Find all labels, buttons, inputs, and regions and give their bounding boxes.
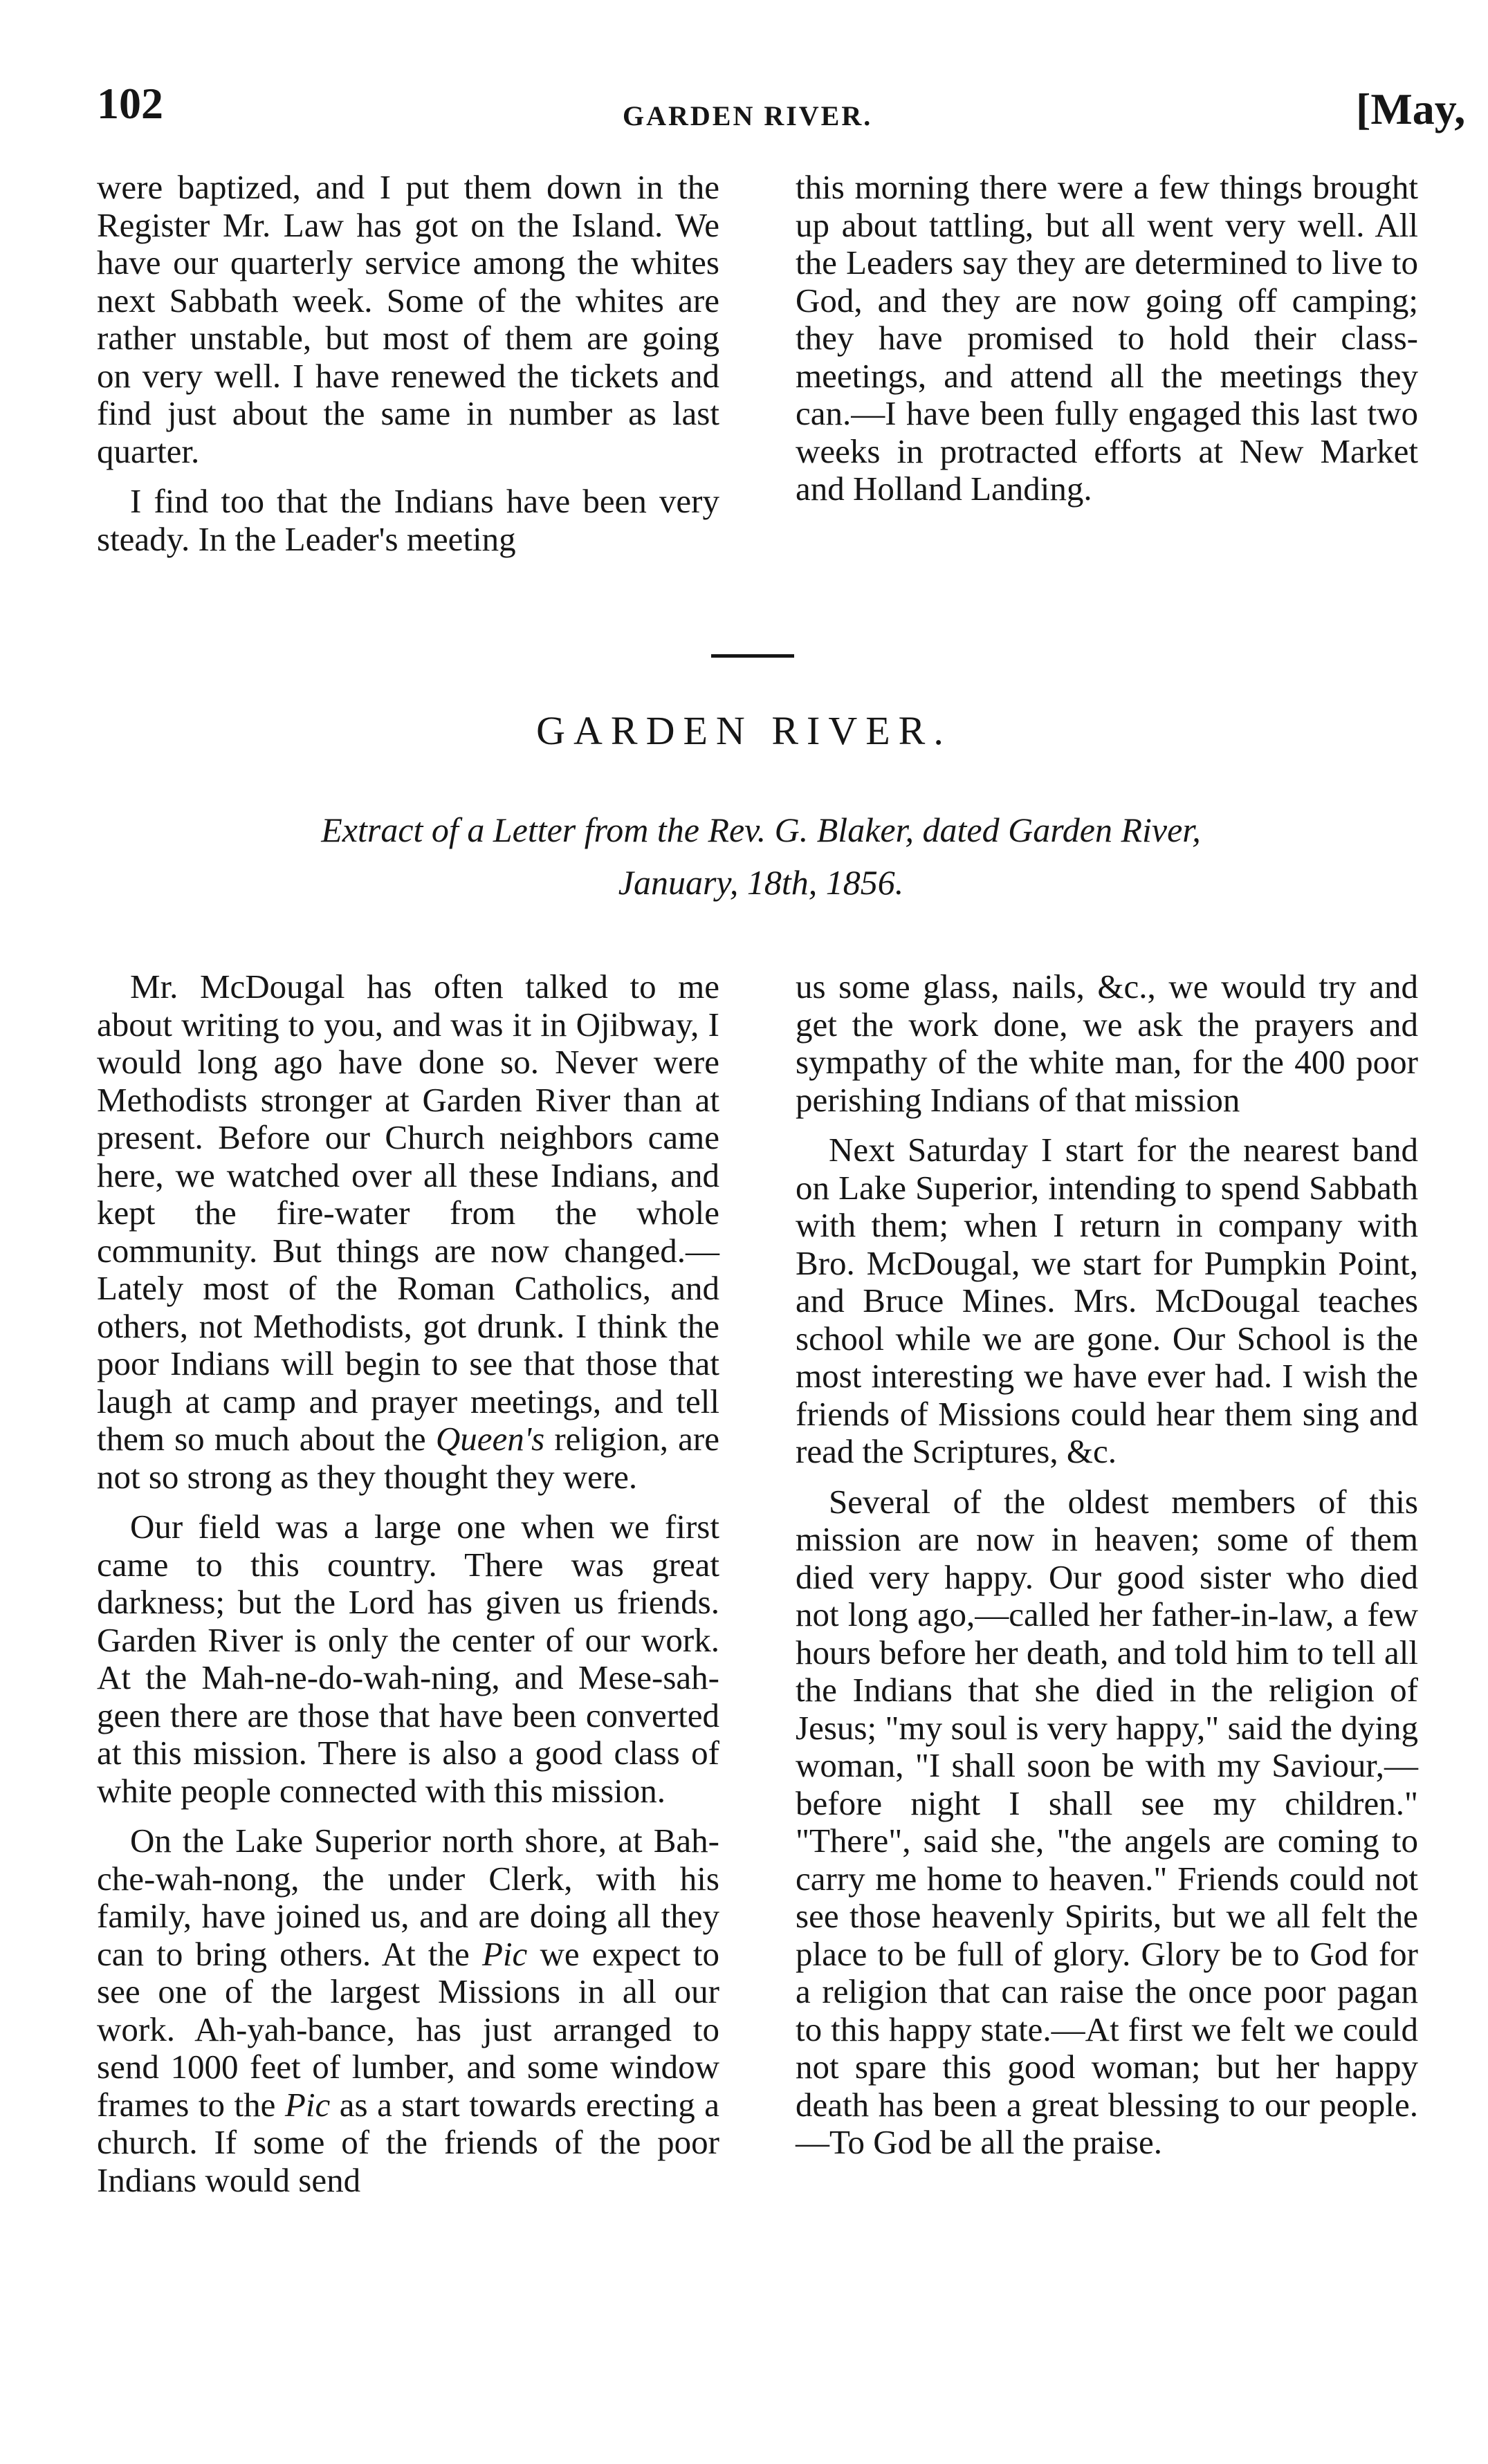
article-title: GARDEN RIVER. — [536, 708, 952, 753]
page-number: 102 — [97, 79, 163, 128]
previous-article-left-column — [97, 169, 719, 558]
article-paragraph: us some glass, nails, &c., we would try and get the work done, we ask the prayers and sympathy of the white man, for the 400 poor perishing Indians of that mission — [796, 967, 1418, 1119]
article-paragraph — [97, 968, 719, 1496]
article-text: religion, are not so strong as they thought they were. — [97, 1420, 719, 1496]
article-right-column — [796, 968, 1418, 2162]
article-italic-text: Pic — [481, 1934, 528, 1973]
article-paragraph: Our field was a large one when we first came to this country. There was great darkness; but the Lord has given us friends. Garden River is only the center of our work. At the Mah-ne-do-wah-ning, and Mese-sah-geen there are those that have been converted at this mission. There is also a good class of white people connected with this mission. — [97, 1508, 719, 1810]
article-paragraph — [97, 1822, 719, 2199]
previous-article-paragraph: were baptized, and I put them down in the Register Mr. Law has got on the Island. We have our quarterly service among the whites next Sabbath week. Some of the whites are rather unstable, but most of them are going on very well. I have renewed the tickets and find just about the same in number as last quarter. — [97, 168, 719, 470]
article-italic-text: Pic — [284, 2085, 331, 2124]
article-paragraph: Several of the oldest members of this mission are now in heaven; some of them died very happy. Our good sister who died not long ago,—called her father-in-law, a few hours before her death, and told him to tell all the Indians that she died in the religion of Jesus; "my soul is very happy," said the dying woman, "I shall soon be with my Saviour,—before night I shall see my children." "There", said she, "the angels are coming to carry me home to heaven." Friends could not see those heavenly Spirits, but we all felt the place to be full of glory. Glory be to God for a religion that can raise the once poor pagan to this happy state.—At first we felt we could not spare this good woman; but her happy death has been a great blessing to our people.—To God be all the praise. — [796, 1482, 1418, 2161]
previous-article-paragraph: this morning there were a few things brought up about tattling, but all went very well. All the Leaders say they are determined to live to God, and they are now going off camping; they have promised to hold their class-meetings, and attend all the meetings they can.—I have been fully engaged this last two weeks in protracted efforts at New Market and Holland Landing. — [796, 168, 1418, 508]
article-text: as a start towards erecting a church. If some of the friends of the poor Indians would send — [97, 2085, 720, 2199]
previous-article-right-column — [796, 169, 1418, 508]
article-subtitle-line: Extract of a Letter from the Rev. G. Blaker, dated Garden River, — [321, 810, 1201, 849]
article-italic-text: Queen's — [435, 1420, 545, 1458]
article-text: On the Lake Superior north shore, at Bah-che-wah-nong, the under Clerk, with his family, have joined us, and are doing all they can to bring others. At the — [97, 1822, 719, 1973]
article-paragraph: Next Saturday I start for the nearest band on Lake Superior, intending to spend Sabbath with them; when I return in company with Bro. McDougal, we start for Pumpkin Point, and Bruce Mines. Mrs. McDougal teaches school while we are gone. Our School is the most interesting we have ever had. I wish the friends of Missions could hear them sing and read the Scriptures, &c. — [796, 1131, 1418, 1470]
article-text: we expect to see one of the largest Missions in all our work. Ah-yah-bance, has just arranged to send 1000 feet of lumber, and some window frames to the — [97, 1934, 720, 2124]
running-date: [May, — [1356, 84, 1466, 133]
previous-article-paragraph: I find too that the Indians have been very steady. In the Leader's meeting — [97, 482, 719, 558]
article-left-column — [97, 968, 719, 2199]
article-subtitle — [173, 804, 1349, 909]
article-text: Mr. McDougal has often talked to me about writing to you, and was it in Ojibway, I would long ago have done so. Never were Methodists stronger at Garden River than at present. Before our Church neighbors came here, we watched over all these Indians, and kept the fire-water from the whole community. But things are now changed.—Lately most of the Roman Catholics, and others, not Methodists, got drunk. I think the poor Indians will begin to see that those that laugh at camp and prayer meetings, and tell them so much about the — [97, 967, 719, 1458]
section-separator — [711, 654, 794, 658]
article-subtitle-line: January, 18th, 1856. — [618, 863, 904, 902]
running-head: GARDEN RIVER. — [623, 100, 873, 131]
